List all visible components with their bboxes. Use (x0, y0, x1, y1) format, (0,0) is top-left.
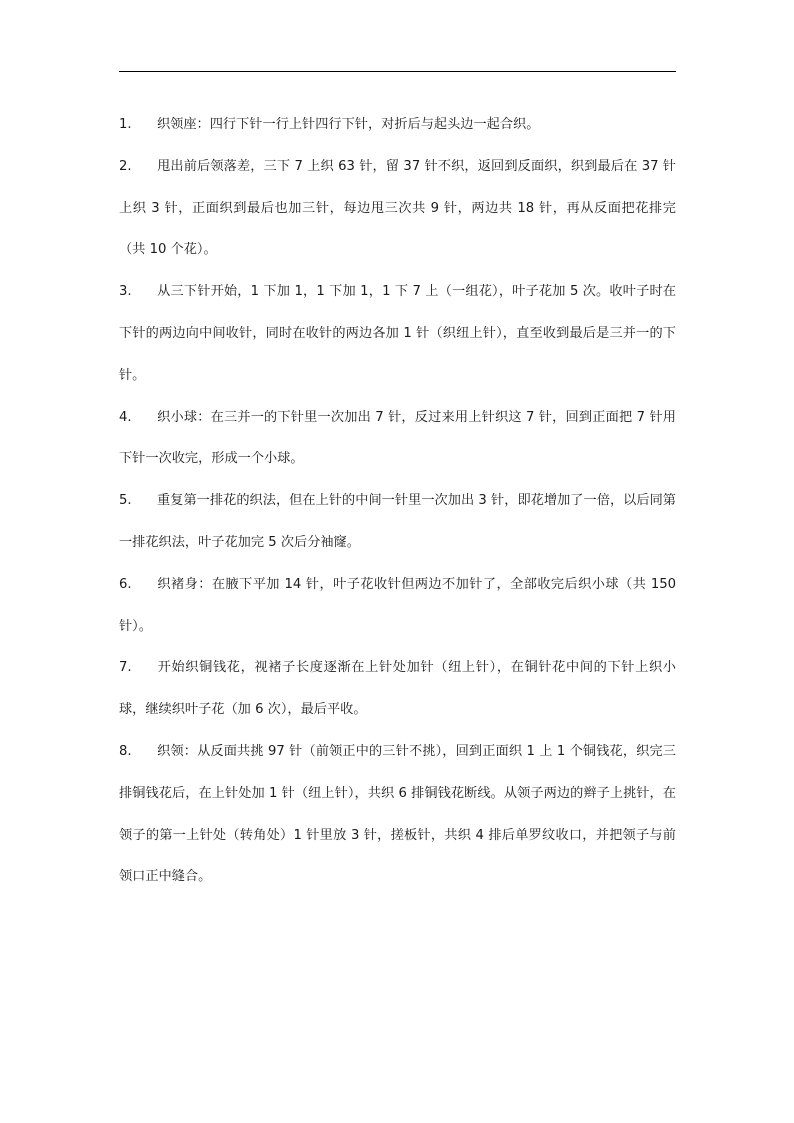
header-rule (119, 71, 676, 72)
item-text: 织领座：四行下针一行上针四行下针，对折后与起头边一起合织。 (157, 117, 540, 132)
item-text: 甩出前后领落差，三下 7 上织 63 针，留 37 针不织，返回到反面织，织到最后在 37 针上织 3 针，正面织到最后也加三针，每边甩三次共 9 针，两边共 18 针，再从反面把花排完（共 10 个花）。 (119, 158, 676, 258)
item-text: 织领：从反面共挑 97 针（前领正中的三针不挑），回到正面织 1 上 1 个铜钱花，织完三排铜钱花后，在上针处加 1 针（纽上针），共织 6 排铜钱花断线。从领子两边的辫子上挑针，在领子的第一上针处（转角处）1 针里放 3 针，搓板针，共织 4 排后单罗纹收口，并把领子与前领口正中缝合。 (119, 743, 676, 885)
item-number: 2. (119, 158, 132, 174)
instruction-item-2 (119, 146, 676, 271)
item-number: 4. (119, 409, 132, 425)
item-text: 开始织铜钱花，视褚子长度逐渐在上针处加针（纽上针），在铜针花中间的下针上织小球，继续织叶子花（加 6 次），最后平收。 (119, 660, 676, 718)
instruction-item-5 (119, 480, 676, 564)
instruction-item-6 (119, 564, 676, 648)
instruction-item-4 (119, 397, 676, 481)
item-text: 织褚身：在腋下平加 14 针，叶子花收针但两边不加针了，全部收完后织小球（共 150 针）。 (119, 576, 676, 634)
instruction-item-8 (119, 731, 676, 898)
item-number: 3. (119, 284, 132, 300)
item-number: 8. (119, 743, 132, 759)
item-text: 重复第一排花的织法，但在上针的中间一针里一次加出 3 针，即花增加了一倍，以后同第一排花织法，叶子花加完 5 次后分袖窿。 (119, 493, 676, 550)
item-text: 织小球：在三并一的下针里一次加出 7 针，反过来用上针织这 7 针，回到正面把 7 针用下针一次收完，形成一个小球。 (119, 409, 676, 467)
item-number: 1. (119, 117, 132, 132)
item-number: 7. (119, 660, 132, 676)
item-text: 从三下针开始，1 下加 1，1 下加 1，1 下 7 上（一组花），叶子花加 5 次。收叶子时在下针的两边向中间收针，同时在收针的两边各加 1 针（织纽上针），直至收到最后是三并一的下针。 (119, 284, 676, 383)
instruction-item-7 (119, 647, 676, 731)
instructions-list (119, 104, 676, 898)
instruction-item-1 (119, 104, 676, 146)
instruction-item-3 (119, 271, 676, 396)
item-number: 6. (119, 576, 132, 592)
item-number: 5. (119, 493, 132, 509)
